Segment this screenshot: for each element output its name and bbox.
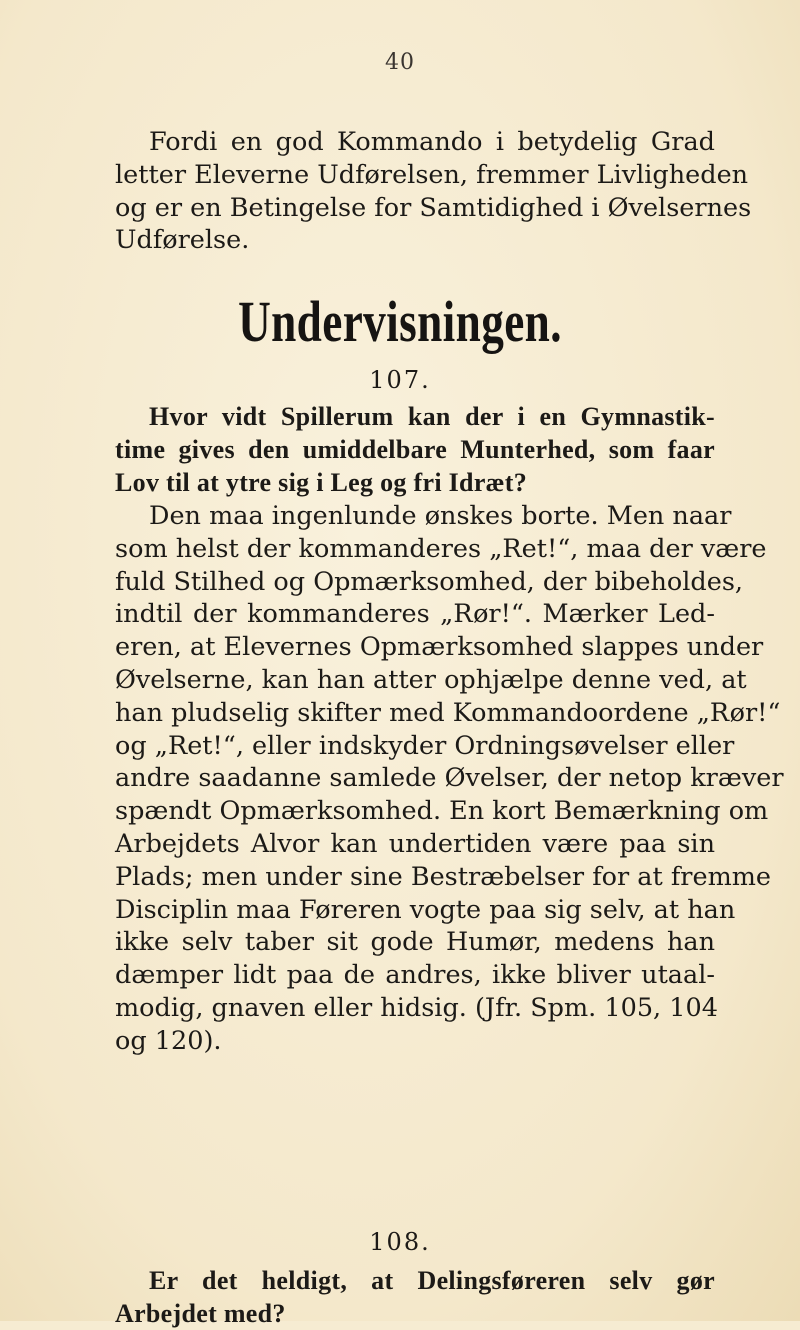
text-line: spændt Opmærksomhed. En kort Bemærkning om: [115, 796, 769, 827]
text-line: og 120).: [115, 1025, 222, 1056]
text-line: og „Ret!“, eller indskyder Ordningsøvelser eller: [115, 730, 735, 761]
text-line: letter Eleverne Udførelsen, fremmer Livligheden: [115, 159, 749, 190]
text-line: Plads; men under sine Bestræbelser for at fremme: [115, 861, 772, 892]
question-line: Lov til at ytre sig i Leg og fri Idræt?: [115, 468, 527, 497]
text-line: andre saadanne samlede Øvelser, der netop kræver: [115, 763, 784, 794]
question-line: Er det heldigt, at Delingsføreren selv gør: [149, 1266, 715, 1295]
text-line: fuld Stilhed og Opmærksomhed, der bibeholdes,: [115, 566, 744, 597]
text-line: Udførelse.: [115, 225, 250, 256]
text-line: og er en Betingelse for Samtidighed i Øvelsernes: [115, 192, 752, 223]
page-number: 40: [385, 50, 415, 75]
text-line: Fordi en god Kommando i betydelig Grad: [149, 127, 715, 157]
question-107: [115, 400, 715, 499]
text-line: indtil der kommanderes „Rør!“. Mærker Led-: [115, 599, 715, 630]
text-line: Øvelserne, kan han atter ophjælpe denne ved, at: [115, 664, 747, 695]
question-line: Hvor vidt Spillerum kan der i en Gymnastik-: [149, 402, 715, 431]
text-line: som helst der kommanderes „Ret!“, maa der være: [115, 533, 767, 564]
text-line: han pludselig skifter med Kommandoordene „Rør!“: [115, 697, 781, 728]
text-line: Arbejdets Alvor kan undertiden være paa sin: [115, 828, 715, 859]
text-line: Den maa ingenlunde ønskes borte. Men naar: [149, 501, 732, 531]
question-number-108: 108.: [369, 1228, 431, 1256]
text-line: Disciplin maa Føreren vogte paa sig selv, at han: [115, 894, 736, 925]
answer-107: [115, 500, 784, 1058]
question-line: Arbejdet med?: [115, 1299, 286, 1328]
text-line: ikke selv taber sit gode Humør, medens han: [115, 927, 715, 958]
intro-paragraph: [115, 126, 752, 257]
question-line: time gives den umiddelbare Munterhed, som faar: [115, 435, 715, 464]
text-line: dæmper lidt paa de andres, ikke bliver utaal-: [115, 960, 715, 991]
text-line: modig, gnaven eller hidsig. (Jfr. Spm. 105, 104: [115, 992, 718, 1023]
question-108: [115, 1264, 715, 1330]
question-number-107: 107.: [369, 366, 431, 394]
text-line: eren, at Elevernes Opmærksomhed slappes under: [115, 632, 764, 663]
section-heading: Undervisningen.: [238, 289, 562, 354]
